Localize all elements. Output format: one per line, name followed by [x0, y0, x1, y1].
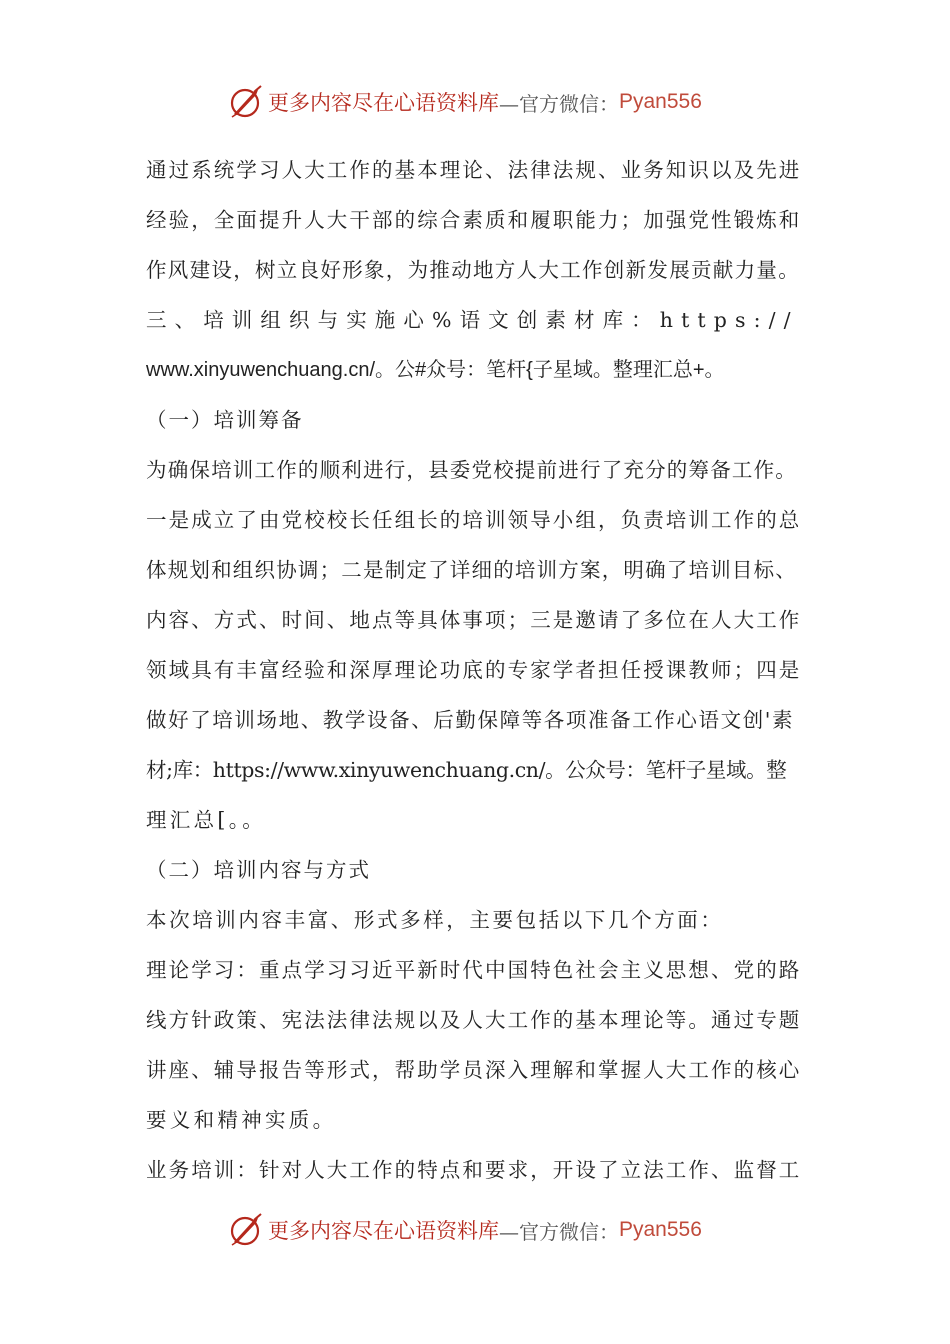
banner-brand-text: 更多内容尽在心语资料库	[268, 91, 499, 115]
text-line: 领域具有丰富经验和深厚理论功底的专家学者担任授课教师；四是	[146, 658, 802, 682]
text-line: 通过系统学习人大工作的基本理论、法律法规、业务知识以及先进	[146, 158, 802, 182]
banner-wechat-label: —官方微信：	[499, 91, 619, 116]
text-line: 一是成立了由党校校长任组长的培训领导小组，负责培训工作的总	[146, 508, 802, 532]
subsection-heading: （一）培训筹备	[146, 408, 304, 432]
pen-logo-icon	[228, 1212, 264, 1248]
text-line: 材;库：https://www.xinyuwenchuang.cn/。公众号：笔杆子星域。整	[146, 758, 787, 782]
banner-wechat-label: —官方微信：	[499, 1219, 619, 1244]
text-line: 理汇总[。。	[146, 808, 267, 832]
text-line: www.xinyuwenchuang.cn/。公#众号：笔杆{子星域。整理汇总+。	[146, 359, 725, 381]
text-line: 理论学习：重点学习习近平新时代中国特色社会主义思想、党的路	[146, 958, 802, 982]
section-heading: 三、培训组织与实施心%语文创素材库：https://	[146, 308, 799, 332]
text-line: 业务培训：针对人大工作的特点和要求，开设了立法工作、监督工	[146, 1158, 802, 1182]
text-line: 本次培训内容丰富、形式多样，主要包括以下几个方面：	[146, 908, 724, 932]
text-line: 讲座、辅导报告等形式，帮助学员深入理解和掌握人大工作的核心	[146, 1058, 802, 1082]
pen-logo-icon	[228, 84, 264, 120]
text-line: 为确保培训工作的顺利进行，县委党校提前进行了充分的筹备工作。	[146, 458, 797, 482]
banner-wechat-id: Pyan556	[619, 1218, 702, 1241]
text-line: 作风建设，树立良好形象，为推动地方人大工作创新发展贡献力量。	[146, 258, 800, 282]
header-banner	[228, 82, 702, 122]
text-line: 做好了培训场地、教学设备、后勤保障等各项准备工作心语文创'素	[146, 708, 795, 732]
text-line: 经验，全面提升人大干部的综合素质和履职能力；加强党性锻炼和	[146, 208, 802, 232]
banner-wechat-id: Pyan556	[619, 90, 702, 113]
text-line: 内容、方式、时间、地点等具体事项；三是邀请了多位在人大工作	[146, 608, 802, 632]
text-line: 线方针政策、宪法法律法规以及人大工作的基本理论等。通过专题	[146, 1008, 802, 1032]
footer-banner	[228, 1210, 702, 1250]
text-line: 体规划和组织协调；二是制定了详细的培训方案，明确了培训目标、	[146, 558, 797, 582]
subsection-heading: （二）培训内容与方式	[146, 858, 371, 882]
text-line: 要义和精神实质。	[146, 1108, 337, 1132]
banner-brand-text: 更多内容尽在心语资料库	[268, 1219, 499, 1243]
